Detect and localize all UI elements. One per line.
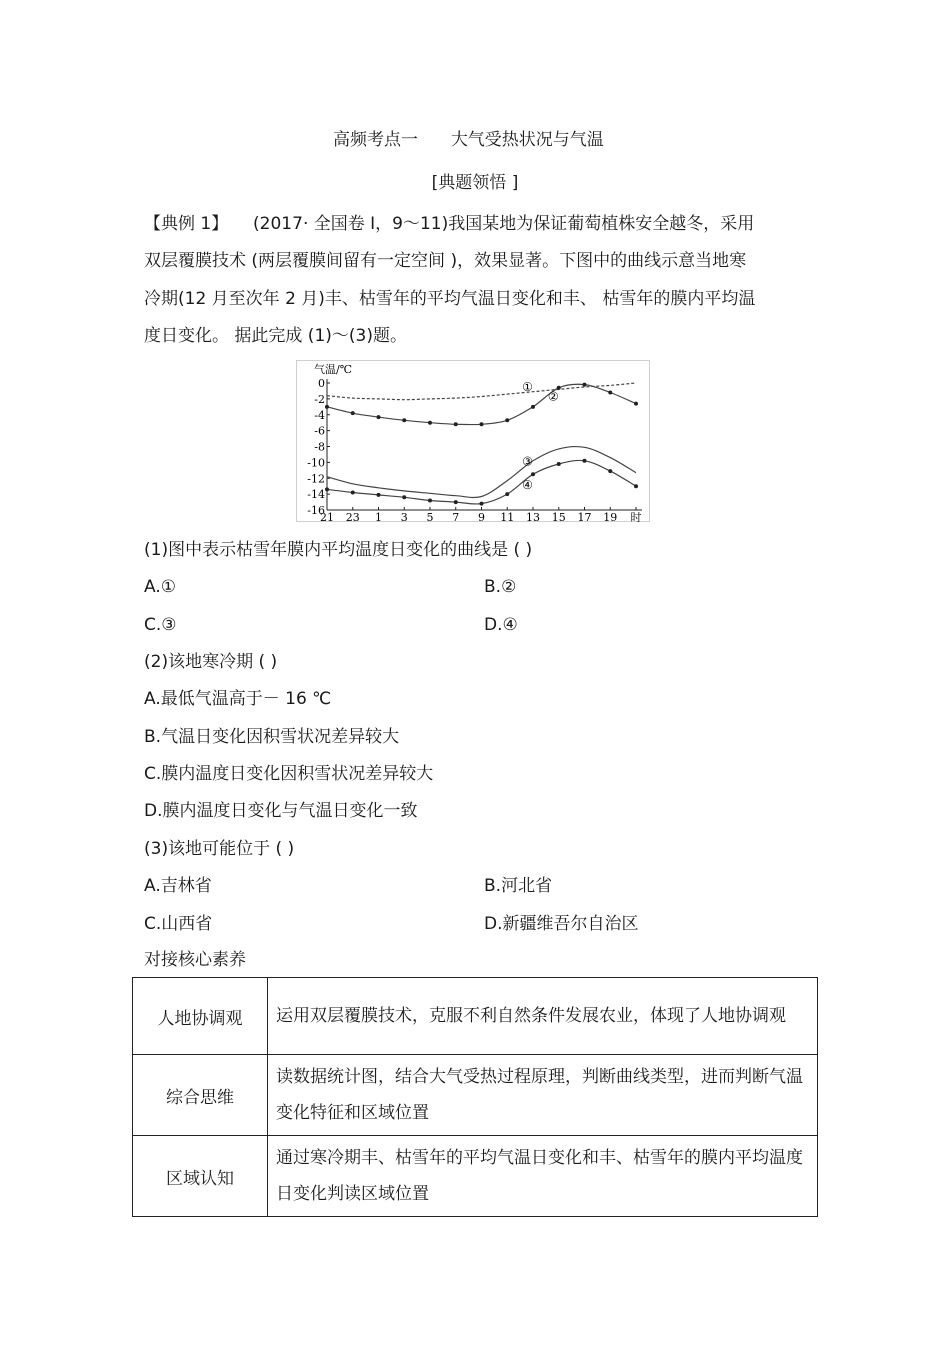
- q1-option-d: D.④: [484, 615, 518, 635]
- data-point: [351, 411, 355, 415]
- example-line1: [144, 213, 754, 235]
- x-tick-label: 9: [478, 511, 485, 522]
- y-tick-label: -12: [307, 472, 325, 486]
- x-tick-label: 时: [630, 511, 642, 522]
- table-row: [133, 1136, 818, 1217]
- chart-ylabel: 气温/℃: [314, 363, 353, 376]
- table-value: 运用双层覆膜技术，克服不利自然条件发展农业，体现了人地协调观: [268, 978, 818, 1055]
- series-label-1: ①: [522, 379, 533, 394]
- title-part1: 高频考点一: [333, 130, 418, 150]
- y-tick-label: -10: [307, 456, 325, 470]
- data-point: [428, 498, 432, 502]
- x-tick-label: 11: [500, 511, 515, 522]
- section-subtitle: [典题领悟 ]: [431, 173, 519, 193]
- data-point: [454, 500, 458, 504]
- table-value: 通过寒冷期丰、枯雪年的平均气温日变化和丰、枯雪年的膜内平均温度日变化判读区域位置: [268, 1136, 818, 1217]
- data-point: [583, 383, 587, 387]
- x-tick-label: 3: [400, 511, 408, 522]
- series-label-3: ③: [522, 454, 533, 469]
- x-tick-label: 5: [426, 511, 434, 522]
- title-part2: 大气受热状况与气温: [450, 130, 604, 150]
- data-point: [402, 418, 406, 422]
- example-line2: 双层覆膜技术 (两层覆膜间留有一定空间 )，效果显著。下图中的曲线示意当地寒: [144, 251, 747, 271]
- q1-option-c: C.③: [144, 615, 177, 635]
- x-tick-label: 1: [375, 511, 382, 522]
- x-tick-label: 21: [320, 511, 334, 522]
- q1-option-a: A.①: [144, 577, 176, 597]
- x-tick-label: 15: [551, 511, 566, 522]
- x-tick-label: 23: [345, 511, 360, 522]
- page-title: [333, 125, 604, 150]
- q2-option-a: A.最低气温高于－ 16 ℃: [144, 689, 332, 709]
- example-line1-text: (2017· 全国卷 Ⅰ，9～11)我国某地为保证葡萄植株安全越冬，采用: [253, 214, 755, 234]
- table-key: 区域认知: [133, 1136, 268, 1217]
- x-tick-label: 7: [452, 511, 460, 522]
- data-point: [377, 415, 381, 419]
- data-point: [634, 402, 638, 406]
- data-point: [428, 421, 432, 425]
- data-point: [634, 484, 638, 488]
- data-point: [608, 391, 612, 395]
- example-line4: 度日变化。 据此完成 (1)～(3)题。: [144, 326, 407, 346]
- data-point: [351, 491, 355, 495]
- example-label: 【典例 1】: [144, 214, 229, 234]
- data-point: [480, 502, 484, 506]
- data-point: [377, 493, 381, 497]
- table-row: [133, 1055, 818, 1136]
- q3-option-a: A.吉林省: [144, 876, 212, 896]
- x-tick-label: 19: [603, 511, 618, 522]
- q3-option-d: D.新疆维吾尔自治区: [484, 914, 639, 934]
- x-tick-label: 17: [577, 511, 592, 522]
- q2-option-d: D.膜内温度日变化与气温日变化一致: [144, 801, 418, 821]
- data-point: [325, 405, 329, 409]
- core-heading: 对接核心素养: [144, 950, 246, 970]
- table-row: [133, 978, 818, 1055]
- data-point: [557, 462, 561, 466]
- data-point: [454, 422, 458, 426]
- y-tick-label: -2: [314, 392, 325, 406]
- example-line3: 冷期(12 月至次年 2 月)丰、枯雪年的平均气温日变化和丰、 枯雪年的膜内平均温: [144, 289, 756, 309]
- data-point: [531, 472, 535, 476]
- y-tick-label: -16: [307, 504, 325, 517]
- q2-option-c: C.膜内温度日变化因积雪状况差异较大: [144, 764, 434, 784]
- data-point: [583, 459, 587, 463]
- data-point: [402, 495, 406, 499]
- table-key: 综合思维: [133, 1055, 268, 1136]
- data-point: [480, 422, 484, 426]
- q3-option-b: B.河北省: [484, 876, 553, 896]
- data-point: [531, 405, 535, 409]
- core-literacy-table: [132, 977, 818, 1217]
- x-tick-label: 13: [526, 511, 540, 522]
- q3-option-c: C.山西省: [144, 914, 213, 934]
- y-tick-label: -4: [314, 408, 325, 422]
- data-point: [325, 487, 329, 491]
- data-point: [608, 469, 612, 473]
- series-label-2: ②: [547, 389, 559, 404]
- y-tick-label: -6: [314, 424, 325, 438]
- data-point: [505, 492, 509, 496]
- data-point: [505, 418, 509, 422]
- question-3: (3)该地可能位于 ( ): [144, 839, 295, 859]
- y-tick-label: -14: [307, 488, 325, 502]
- y-tick-label: 0: [318, 377, 325, 390]
- y-tick-label: -8: [314, 440, 325, 454]
- table-key: 人地协调观: [133, 978, 268, 1055]
- series-label-4: ④: [522, 478, 533, 493]
- temperature-chart: [296, 360, 650, 522]
- question-1: (1)图中表示枯雪年膜内平均温度日变化的曲线是 ( ): [144, 540, 533, 560]
- q2-option-b: B.气温日变化因积雪状况差异较大: [144, 727, 400, 747]
- table-value: 读数据统计图，结合大气受热过程原理，判断曲线类型，进而判断气温变化特征和区域位置: [268, 1055, 818, 1136]
- q1-option-b: B.②: [484, 577, 517, 597]
- question-2: (2)该地寒冷期 ( ): [144, 652, 278, 672]
